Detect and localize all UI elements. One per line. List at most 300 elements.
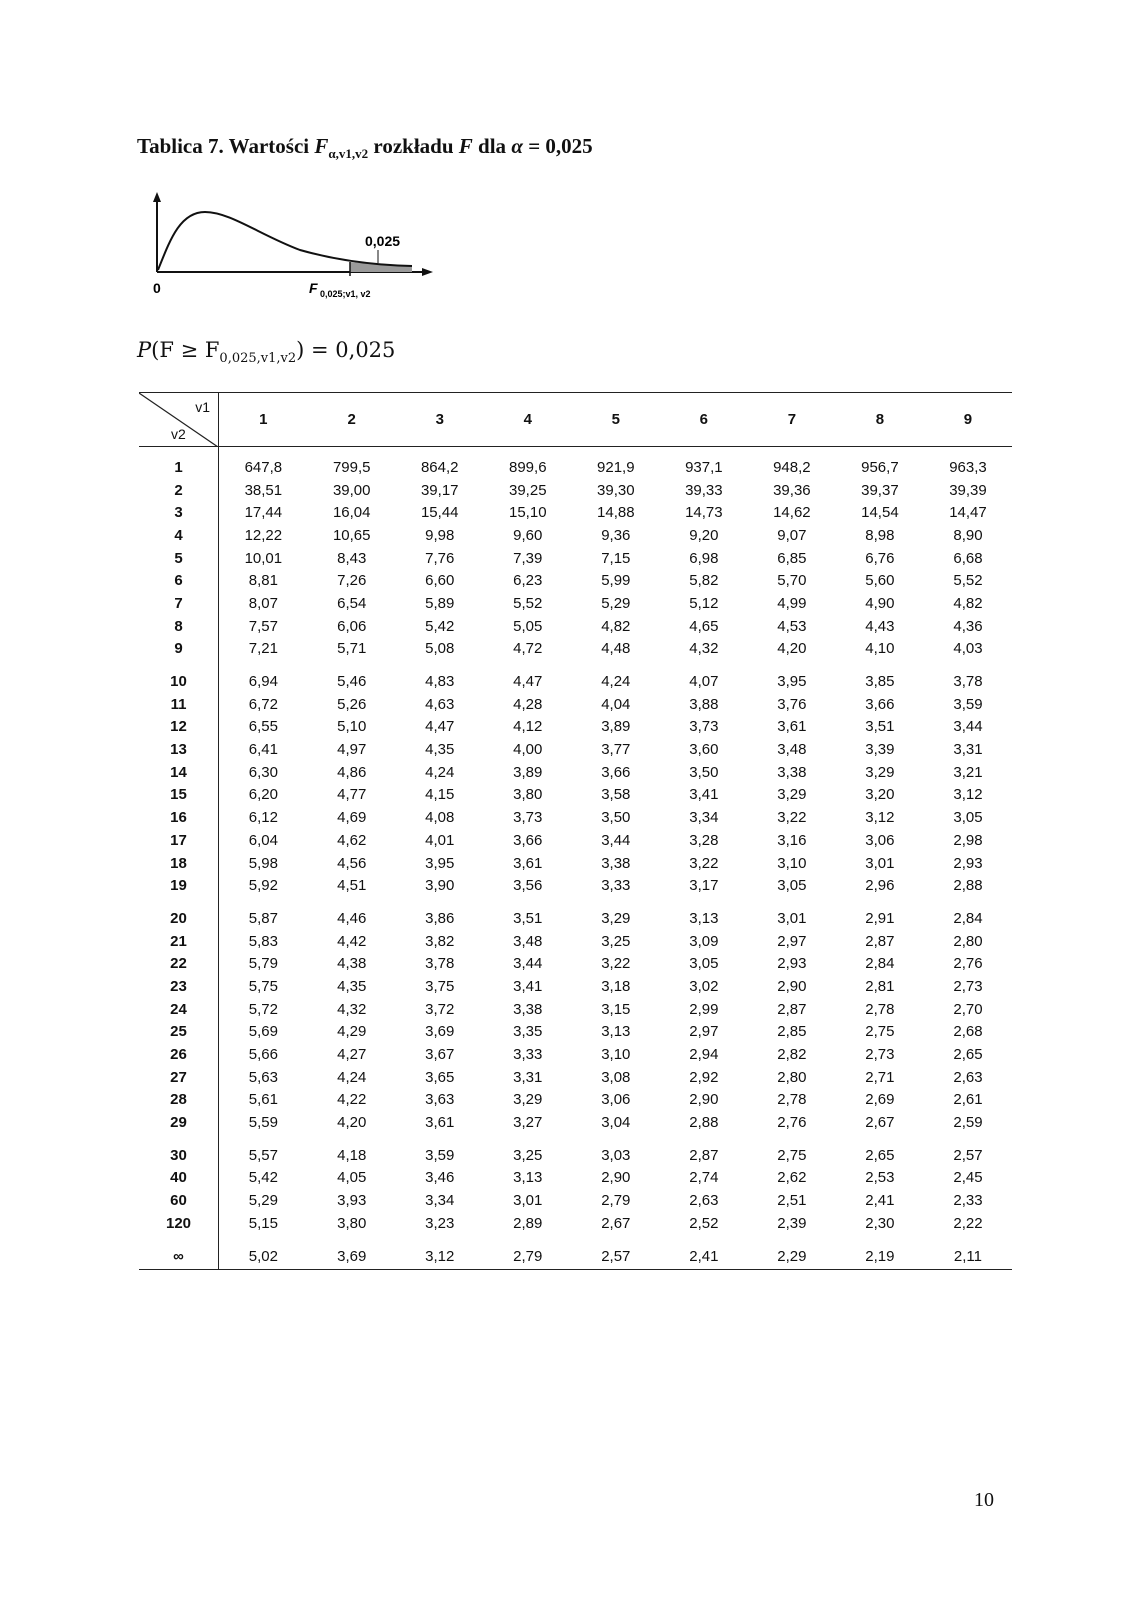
table-cell: 2,90 [777, 977, 807, 995]
formula-open: (F ≥ F [151, 338, 220, 362]
table-cell: 3,33 [513, 1046, 543, 1064]
table-cell: 2,90 [689, 1091, 719, 1109]
table-cell: 2,97 [689, 1023, 719, 1041]
table-cell: 2,63 [953, 1068, 983, 1086]
table-cell: 4,82 [601, 617, 631, 635]
table-cell: 5,29 [248, 1192, 278, 1210]
table-cell: 6,76 [865, 549, 895, 567]
table-cell: 3,31 [953, 741, 983, 759]
table-cell: 6,72 [248, 695, 278, 713]
table-cell: 3,78 [953, 673, 983, 691]
table-cell: 6,06 [337, 617, 367, 635]
table-cell: 3,10 [601, 1046, 631, 1064]
table-cell: 9,60 [513, 526, 543, 544]
table-cell: 2,82 [777, 1046, 807, 1064]
table-cell: 3,88 [689, 695, 719, 713]
table-cell: 2,98 [953, 831, 983, 849]
table-cell: 3,21 [953, 763, 983, 781]
table-body [139, 447, 1012, 1270]
table-cell: 6,04 [248, 831, 278, 849]
row-header-v2: 25 [139, 1021, 219, 1044]
table-cell: 2,79 [484, 1235, 572, 1270]
table-cell: 38,51 [244, 481, 283, 499]
table-cell: 3,34 [689, 809, 719, 827]
table-cell: 3,10 [777, 854, 807, 872]
page-title [137, 134, 593, 162]
table-row [139, 1212, 1012, 1235]
table-cell: 4,51 [337, 877, 367, 895]
table-row [139, 447, 1012, 479]
table-cell: 3,76 [777, 695, 807, 713]
table-cell: 2,76 [777, 1114, 807, 1132]
table-cell: 6,12 [248, 809, 278, 827]
table-cell: 2,79 [601, 1192, 631, 1210]
table-cell: 3,89 [601, 718, 631, 736]
table-cell: 2,87 [865, 932, 895, 950]
table-cell: 4,18 [337, 1146, 367, 1164]
table-cell: 2,29 [748, 1235, 836, 1270]
table-cell: 9,07 [777, 526, 807, 544]
table-row [139, 716, 1012, 739]
table-cell: 3,51 [513, 909, 543, 927]
table-cell: 3,27 [513, 1114, 543, 1132]
table-cell: 5,89 [425, 594, 455, 612]
table-cell: 4,01 [425, 831, 455, 849]
table-cell: 2,97 [777, 932, 807, 950]
table-cell: 4,62 [337, 831, 367, 849]
table-cell: 4,22 [337, 1091, 367, 1109]
table-cell: 3,29 [865, 763, 895, 781]
table-cell: 3,20 [865, 786, 895, 804]
table-cell: 4,08 [425, 809, 455, 827]
table-cell: 3,44 [953, 718, 983, 736]
title-eq: = 0,025 [528, 134, 593, 158]
table-cell: 2,67 [601, 1214, 631, 1232]
table-cell: 3,12 [396, 1235, 484, 1270]
col-header: 5 [572, 393, 660, 447]
table-cell: 5,57 [248, 1146, 278, 1164]
table-cell: 39,36 [773, 481, 811, 499]
table-cell: 2,91 [865, 909, 895, 927]
table-cell: 6,54 [337, 594, 367, 612]
table-cell: 2,84 [953, 909, 983, 927]
table-cell: 3,60 [689, 741, 719, 759]
table-cell: 5,92 [248, 877, 278, 895]
table-cell: 899,6 [509, 458, 547, 476]
table-cell: 4,15 [425, 786, 455, 804]
f-distribution-table [139, 392, 1012, 1270]
table-cell: 4,00 [513, 741, 543, 759]
table-cell: 3,90 [425, 877, 455, 895]
title-f2: F [458, 134, 473, 158]
table-cell: 4,47 [425, 718, 455, 736]
table-cell: 2,67 [865, 1114, 895, 1132]
table-cell: 3,72 [425, 1000, 455, 1018]
table-cell: 2,30 [865, 1214, 895, 1232]
row-header-v2: 10 [139, 660, 219, 693]
table-cell: 3,08 [601, 1068, 631, 1086]
table-cell: 8,98 [865, 526, 895, 544]
table-cell: 3,50 [601, 809, 631, 827]
table-cell: 4,83 [425, 673, 455, 691]
col-header: 9 [924, 393, 1012, 447]
table-cell: 3,15 [601, 1000, 631, 1018]
table-cell: 2,93 [953, 854, 983, 872]
table-cell: 3,66 [601, 763, 631, 781]
f-distribution-graph [150, 190, 450, 315]
table-cell: 4,46 [337, 909, 367, 927]
row-header-v2: 6 [139, 569, 219, 592]
table-cell: 6,41 [248, 741, 278, 759]
table-cell: 39,30 [597, 481, 635, 499]
table-cell: 3,31 [513, 1068, 543, 1086]
table-cell: 5,02 [219, 1235, 308, 1270]
table-cell: 4,99 [777, 594, 807, 612]
table-cell: 4,72 [513, 640, 543, 658]
page-number: 10 [974, 1489, 994, 1511]
table-cell: 5,08 [425, 640, 455, 658]
table-cell: 4,63 [425, 695, 455, 713]
table-row [139, 547, 1012, 570]
row-header-v2: 21 [139, 930, 219, 953]
row-header-v2: 9 [139, 638, 219, 661]
table-row [139, 874, 1012, 897]
table-cell: 963,3 [949, 458, 987, 476]
table-cell: 4,90 [865, 594, 895, 612]
row-header-v2: 30 [139, 1134, 219, 1167]
table-row [139, 998, 1012, 1021]
row-header-v2: 28 [139, 1089, 219, 1112]
col-header: 6 [660, 393, 748, 447]
table-cell: 4,38 [337, 955, 367, 973]
table-cell: 4,77 [337, 786, 367, 804]
table-cell: 6,68 [953, 549, 983, 567]
table-cell: 3,41 [513, 977, 543, 995]
table-cell: 2,94 [689, 1046, 719, 1064]
col-header: 7 [748, 393, 836, 447]
table-cell: 2,45 [953, 1169, 983, 1187]
table-cell: 3,41 [689, 786, 719, 804]
table-cell: 3,73 [513, 809, 543, 827]
row-header-v2: 22 [139, 952, 219, 975]
row-header-v2: 11 [139, 693, 219, 716]
table-cell: 6,23 [513, 572, 543, 590]
col-header: 2 [308, 393, 396, 447]
table-row [139, 1134, 1012, 1167]
table-cell: 3,58 [601, 786, 631, 804]
table-cell: 3,77 [601, 741, 631, 759]
table-cell: 3,95 [777, 673, 807, 691]
row-header-v2: 26 [139, 1043, 219, 1066]
table-cell: 3,69 [308, 1235, 396, 1270]
table-cell: 3,33 [601, 877, 631, 895]
table-cell: 7,15 [601, 549, 631, 567]
table-cell: 3,22 [777, 809, 807, 827]
table-cell: 16,04 [332, 504, 371, 522]
table-cell: 2,85 [777, 1023, 807, 1041]
table-cell: 14,88 [597, 504, 635, 522]
row-header-v2: 60 [139, 1189, 219, 1212]
table-cell: 3,44 [513, 955, 543, 973]
row-header-v2: 120 [139, 1212, 219, 1235]
col-header: 4 [484, 393, 572, 447]
table-cell: 3,25 [513, 1146, 543, 1164]
table-cell: 4,47 [513, 673, 543, 691]
table-cell: 2,65 [865, 1146, 895, 1164]
table-cell: 5,10 [337, 718, 367, 736]
table-cell: 2,22 [953, 1214, 983, 1232]
table-cell: 4,97 [337, 741, 367, 759]
table-cell: 5,59 [248, 1114, 278, 1132]
table-cell: 3,22 [689, 854, 719, 872]
table-cell: 6,20 [248, 786, 278, 804]
table-row [139, 975, 1012, 998]
table-cell: 5,46 [337, 673, 367, 691]
table-cell: 2,76 [953, 955, 983, 973]
table-cell: 5,66 [248, 1046, 278, 1064]
table-cell: 3,01 [777, 909, 807, 927]
table-cell: 8,07 [248, 594, 278, 612]
critical-f-subscript: 0,025;v1, v2 [320, 289, 371, 299]
table-cell: 2,33 [953, 1192, 983, 1210]
table-cell: 2,92 [689, 1068, 719, 1086]
table-cell: 2,78 [777, 1091, 807, 1109]
table-row [139, 615, 1012, 638]
table-cell: 4,35 [337, 977, 367, 995]
table-cell: 4,82 [953, 594, 983, 612]
table-cell: 5,98 [248, 854, 278, 872]
table-cell: 3,48 [777, 741, 807, 759]
table-cell: 39,37 [861, 481, 899, 499]
table-row [139, 784, 1012, 807]
table-cell: 7,21 [248, 640, 278, 658]
table-cell: 2,88 [689, 1114, 719, 1132]
table-cell: 3,02 [689, 977, 719, 995]
table-cell: 2,74 [689, 1169, 719, 1187]
row-header-v2: 12 [139, 716, 219, 739]
row-header-v2: 16 [139, 806, 219, 829]
table-cell: 4,20 [777, 640, 807, 658]
table-cell: 8,90 [953, 526, 983, 544]
table-cell: 3,82 [425, 932, 455, 950]
table-row [139, 806, 1012, 829]
table-cell: 4,04 [601, 695, 631, 713]
table-cell: 6,85 [777, 549, 807, 567]
table-cell: 39,39 [949, 481, 987, 499]
table-cell: 5,70 [777, 572, 807, 590]
row-header-v2: 23 [139, 975, 219, 998]
table-cell: 3,17 [689, 877, 719, 895]
table-cell: 3,13 [513, 1169, 543, 1187]
table-cell: 2,19 [836, 1235, 924, 1270]
table-cell: 2,90 [601, 1169, 631, 1187]
table-cell: 5,79 [248, 955, 278, 973]
table-cell: 956,7 [861, 458, 899, 476]
table-cell: 2,62 [777, 1169, 807, 1187]
table-cell: 4,28 [513, 695, 543, 713]
table-cell: 2,68 [953, 1023, 983, 1041]
table-row [139, 952, 1012, 975]
table-cell: 2,11 [924, 1235, 1012, 1270]
table-cell: 6,98 [689, 549, 719, 567]
table-cell: 3,38 [513, 1000, 543, 1018]
table-cell: 4,32 [337, 1000, 367, 1018]
table-cell: 2,96 [865, 877, 895, 895]
table-cell: 2,61 [953, 1091, 983, 1109]
table-cell: 2,93 [777, 955, 807, 973]
table-cell: 4,24 [337, 1068, 367, 1086]
table-cell: 8,43 [337, 549, 367, 567]
y-axis-arrow [153, 192, 161, 202]
col-header: 1 [219, 393, 308, 447]
table-cell: 4,24 [601, 673, 631, 691]
table-cell: 2,80 [953, 932, 983, 950]
table-cell: 2,53 [865, 1169, 895, 1187]
table-cell: 3,01 [865, 854, 895, 872]
table-cell: 4,05 [337, 1169, 367, 1187]
table-cell: 3,05 [777, 877, 807, 895]
table-cell: 5,72 [248, 1000, 278, 1018]
table-cell: 5,52 [513, 594, 543, 612]
table-cell: 948,2 [773, 458, 811, 476]
table-cell: 5,99 [601, 572, 631, 590]
row-header-v2: 1 [139, 447, 219, 479]
table-cell: 9,36 [601, 526, 631, 544]
table-cell: 3,29 [513, 1091, 543, 1109]
table-cell: 2,87 [689, 1146, 719, 1164]
table-cell: 5,15 [248, 1214, 278, 1232]
corner-v1-label: v1 [195, 399, 210, 415]
table-row [139, 1189, 1012, 1212]
table-cell: 4,10 [865, 640, 895, 658]
table-cell: 4,03 [953, 640, 983, 658]
probability-formula [137, 338, 395, 366]
title-dla: dla [478, 134, 507, 158]
table-cell: 3,80 [513, 786, 543, 804]
f-distribution-diagram [150, 190, 450, 320]
table-cell: 9,98 [425, 526, 455, 544]
table-cell: 2,65 [953, 1046, 983, 1064]
table-row [139, 738, 1012, 761]
table-row [139, 592, 1012, 615]
title-mid: rozkładu [373, 134, 454, 158]
row-header-v2: 24 [139, 998, 219, 1021]
formula-p: P [137, 338, 152, 362]
table-cell: 4,42 [337, 932, 367, 950]
table-cell: 5,60 [865, 572, 895, 590]
origin-label: 0 [153, 280, 161, 296]
table-cell: 2,84 [865, 955, 895, 973]
table-cell: 14,62 [773, 504, 811, 522]
table-cell: 3,69 [425, 1023, 455, 1041]
row-header-v2: 7 [139, 592, 219, 615]
table-cell: 3,25 [601, 932, 631, 950]
table-cell: 3,05 [953, 809, 983, 827]
table-cell: 17,44 [244, 504, 283, 522]
table-cell: 3,01 [513, 1192, 543, 1210]
table-cell: 647,8 [244, 458, 283, 476]
table-cell: 3,13 [601, 1023, 631, 1041]
table-cell: 2,73 [953, 977, 983, 995]
table-row [139, 1089, 1012, 1112]
table-cell: 4,43 [865, 617, 895, 635]
table-cell: 2,41 [865, 1192, 895, 1210]
row-header-v2: 5 [139, 547, 219, 570]
table-cell: 5,61 [248, 1091, 278, 1109]
table-cell: 2,81 [865, 977, 895, 995]
table-cell: 3,39 [865, 741, 895, 759]
table-cell: 3,75 [425, 977, 455, 995]
table-row [139, 660, 1012, 693]
table-cell: 864,2 [420, 458, 459, 476]
table-cell: 9,20 [689, 526, 719, 544]
table-row [139, 1111, 1012, 1134]
table-cell: 4,29 [337, 1023, 367, 1041]
table-cell: 4,20 [337, 1114, 367, 1132]
table-cell: 4,07 [689, 673, 719, 691]
title-f-subscript: α,v1,v2 [328, 146, 369, 162]
table-cell: 3,09 [689, 932, 719, 950]
table-cell: 4,65 [689, 617, 719, 635]
row-header-v2: 17 [139, 829, 219, 852]
row-header-v2: 14 [139, 761, 219, 784]
table-cell: 15,44 [420, 504, 459, 522]
critical-f-label: F [309, 280, 318, 296]
table-cell: 3,66 [865, 695, 895, 713]
table-cell: 4,48 [601, 640, 631, 658]
table-cell: 4,69 [337, 809, 367, 827]
table-cell: 2,78 [865, 1000, 895, 1018]
table-cell: 3,16 [777, 831, 807, 849]
table-cell: 3,67 [425, 1046, 455, 1064]
table-cell: 3,38 [777, 763, 807, 781]
table-cell: 2,75 [777, 1146, 807, 1164]
table-cell: 3,59 [953, 695, 983, 713]
table-row [139, 852, 1012, 875]
alpha-label: 0,025 [365, 233, 401, 249]
table-cell: 5,69 [248, 1023, 278, 1041]
table-cell: 6,60 [425, 572, 455, 590]
table-cell: 4,35 [425, 741, 455, 759]
table-cell: 6,30 [248, 763, 278, 781]
table-cell: 3,86 [425, 909, 455, 927]
table-cell: 39,33 [685, 481, 723, 499]
table-cell: 3,85 [865, 673, 895, 691]
row-header-v2: 19 [139, 874, 219, 897]
title-alpha: α [511, 134, 523, 158]
table-cell: 3,56 [513, 877, 543, 895]
table-cell: 921,9 [597, 458, 635, 476]
table-cell: 4,56 [337, 854, 367, 872]
table-cell: 5,75 [248, 977, 278, 995]
table-cell: 4,24 [425, 763, 455, 781]
table-cell: 3,80 [337, 1214, 367, 1232]
row-header-v2: 20 [139, 897, 219, 930]
table-cell: 3,61 [777, 718, 807, 736]
table-cell: 3,78 [425, 955, 455, 973]
table-cell: 3,66 [513, 831, 543, 849]
table-cell: 2,57 [953, 1146, 983, 1164]
table-row [139, 1167, 1012, 1190]
table-cell: 2,87 [777, 1000, 807, 1018]
table-cell: 3,35 [513, 1023, 543, 1041]
table-cell: 5,26 [337, 695, 367, 713]
row-header-v2: 29 [139, 1111, 219, 1134]
table-cell: 2,99 [689, 1000, 719, 1018]
row-header-v2: 4 [139, 524, 219, 547]
table-cell: 3,03 [601, 1146, 631, 1164]
table-row [139, 1021, 1012, 1044]
